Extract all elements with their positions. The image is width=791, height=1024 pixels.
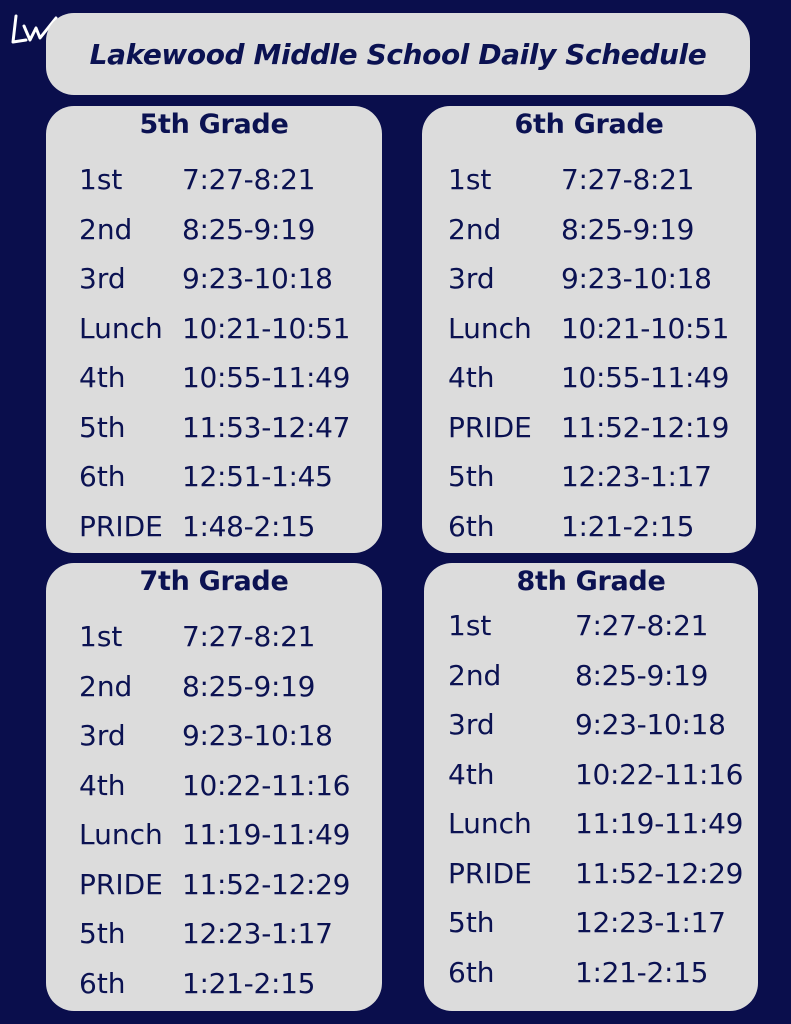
- period-label: 4th: [79, 768, 126, 802]
- grade-title: 8th Grade: [516, 566, 666, 597]
- schedule-row: [424, 854, 758, 904]
- period-time: 10:21-10:51: [561, 311, 730, 345]
- period-label: 4th: [79, 361, 126, 394]
- schedule-row: [46, 160, 382, 210]
- period-label: PRIDE: [448, 410, 532, 444]
- period-time: 12:51-1:45: [182, 460, 333, 493]
- period-time: 8:25-9:19: [182, 212, 316, 246]
- schedule-row: [424, 656, 758, 706]
- period-time: 11:52-12:29: [575, 856, 744, 890]
- period-time: 8:25-9:19: [561, 212, 695, 246]
- schedule-row: [422, 309, 756, 359]
- period-time: 1:21-2:15: [575, 955, 709, 989]
- period-time: 1:48-2:15: [182, 509, 316, 543]
- schedule-row: [46, 358, 382, 408]
- schedule-row: [46, 309, 382, 359]
- schedule-row: [422, 507, 756, 557]
- schedule-list: [422, 160, 756, 556]
- period-label: Lunch: [448, 311, 532, 345]
- schedule-row: [422, 408, 756, 458]
- schedule-row: [46, 865, 382, 915]
- period-time: 10:22-11:16: [575, 757, 744, 791]
- schedule-list: [46, 617, 382, 1013]
- schedule-row: [424, 705, 758, 755]
- period-label: 3rd: [79, 719, 126, 752]
- period-label: 4th: [448, 757, 495, 791]
- period-time: 8:25-9:19: [182, 669, 316, 703]
- period-time: 11:19-11:49: [575, 807, 744, 840]
- schedule-row: [46, 815, 382, 865]
- period-time: 11:52-12:19: [561, 410, 730, 444]
- period-label: 5th: [79, 410, 126, 444]
- period-time: 10:22-11:16: [182, 768, 351, 802]
- period-time: 9:23-10:18: [182, 719, 333, 752]
- period-label: 5th: [79, 917, 126, 950]
- period-label: 5th: [448, 906, 495, 939]
- schedule-row: [46, 914, 382, 964]
- grade-title: 7th Grade: [139, 566, 289, 597]
- period-label: 6th: [448, 509, 495, 543]
- schedule-row: [46, 667, 382, 717]
- period-label: 2nd: [79, 669, 133, 703]
- period-time: 7:27-8:21: [182, 620, 316, 653]
- schedule-row: [424, 903, 758, 953]
- schedule-row: [422, 160, 756, 210]
- period-time: 10:55-11:49: [561, 361, 730, 394]
- schedule-row: [424, 606, 758, 656]
- schedule-row: [46, 507, 382, 557]
- schedule-row: [424, 755, 758, 805]
- period-label: 1st: [448, 609, 492, 642]
- period-label: Lunch: [79, 311, 163, 345]
- schedule-row: [46, 457, 382, 507]
- period-time: 12:23-1:17: [182, 917, 333, 950]
- grade-card-8th: [424, 563, 758, 1011]
- period-label: Lunch: [79, 818, 163, 851]
- grade-card-7th: [46, 563, 382, 1011]
- schedule-row: [46, 766, 382, 816]
- schedule-row: [424, 804, 758, 854]
- period-time: 11:19-11:49: [182, 818, 351, 851]
- period-label: 3rd: [79, 262, 126, 295]
- period-time: 11:52-12:29: [182, 867, 351, 901]
- period-label: 2nd: [448, 658, 502, 692]
- period-label: 6th: [79, 460, 126, 493]
- period-time: 10:21-10:51: [182, 311, 351, 345]
- schedule-row: [46, 617, 382, 667]
- period-time: 7:27-8:21: [182, 163, 316, 196]
- page-title: Lakewood Middle School Daily Schedule: [89, 37, 707, 71]
- period-label: 2nd: [79, 212, 133, 246]
- schedule-row: [46, 210, 382, 260]
- schedule-row: [422, 358, 756, 408]
- period-label: 6th: [448, 955, 495, 989]
- grade-title: 6th Grade: [514, 109, 664, 140]
- period-time: 1:21-2:15: [561, 509, 695, 543]
- period-label: 1st: [79, 620, 123, 653]
- period-time: 8:25-9:19: [575, 658, 709, 692]
- period-time: 9:23-10:18: [575, 708, 726, 741]
- schedule-row: [422, 259, 756, 309]
- grade-card-5th: [46, 106, 382, 553]
- period-label: 3rd: [448, 708, 495, 741]
- period-label: 6th: [79, 966, 126, 1000]
- period-label: 2nd: [448, 212, 502, 246]
- schedule-row: [422, 457, 756, 507]
- grade-title: 5th Grade: [139, 109, 289, 140]
- period-label: PRIDE: [448, 856, 532, 890]
- period-label: 1st: [448, 163, 492, 196]
- period-label: PRIDE: [79, 509, 163, 543]
- title-banner: [46, 13, 750, 95]
- grade-card-6th: [422, 106, 756, 553]
- schedule-list: [46, 160, 382, 556]
- schedule-row: [424, 953, 758, 1003]
- period-time: 1:21-2:15: [182, 966, 316, 1000]
- period-label: 4th: [448, 361, 495, 394]
- period-label: PRIDE: [79, 867, 163, 901]
- period-label: Lunch: [448, 807, 532, 840]
- period-time: 11:53-12:47: [182, 410, 351, 444]
- period-label: 1st: [79, 163, 123, 196]
- schedule-row: [46, 259, 382, 309]
- schedule-row: [422, 210, 756, 260]
- period-time: 7:27-8:21: [561, 163, 695, 196]
- period-time: 7:27-8:21: [575, 609, 709, 642]
- period-label: 3rd: [448, 262, 495, 295]
- period-time: 10:55-11:49: [182, 361, 351, 394]
- period-time: 9:23-10:18: [561, 262, 712, 295]
- period-time: 9:23-10:18: [182, 262, 333, 295]
- schedule-list: [424, 606, 758, 1002]
- period-time: 12:23-1:17: [575, 906, 726, 939]
- period-label: 5th: [448, 460, 495, 493]
- period-time: 12:23-1:17: [561, 460, 712, 493]
- schedule-row: [46, 716, 382, 766]
- schedule-row: [46, 408, 382, 458]
- schedule-row: [46, 964, 382, 1014]
